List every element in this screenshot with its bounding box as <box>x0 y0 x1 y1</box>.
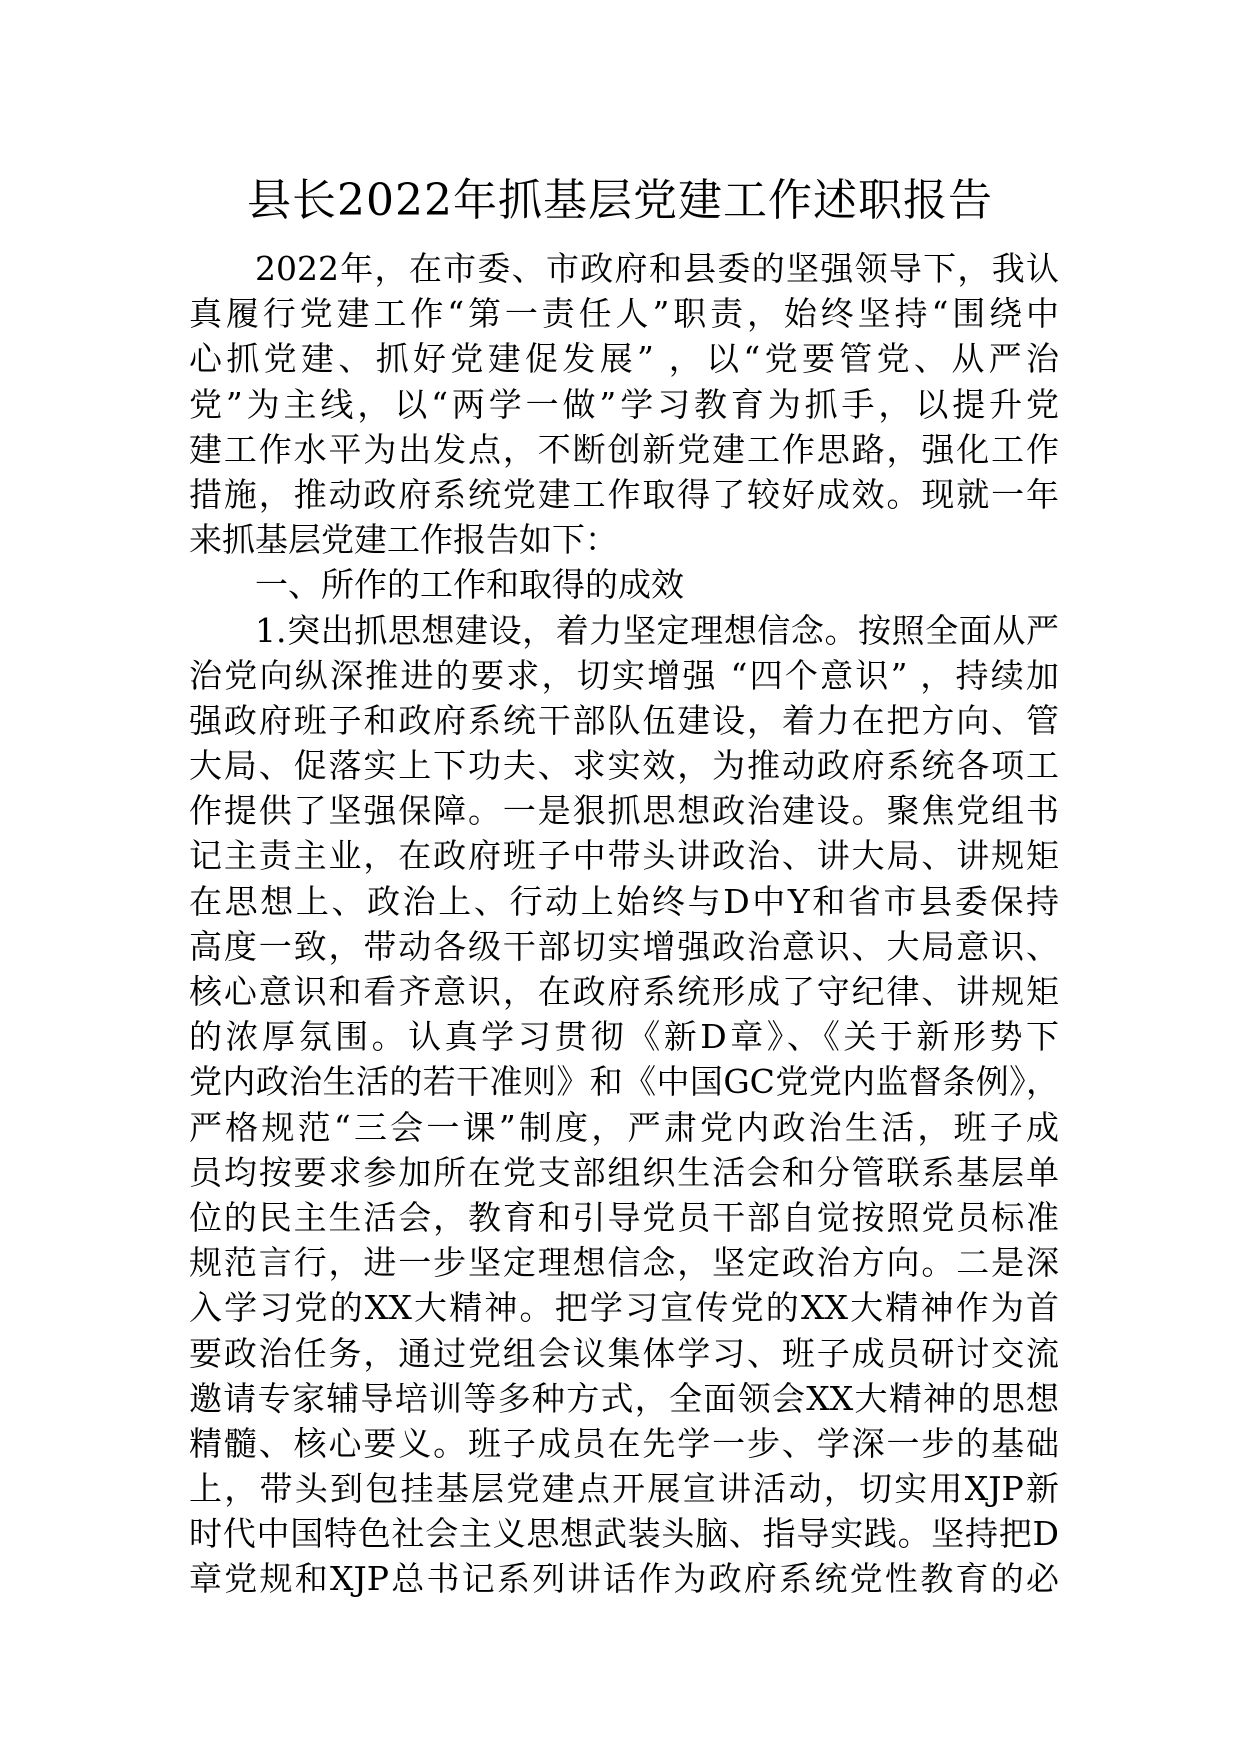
paragraph-line: 建工作水平为出发点，不断创新党建工作思路，强化工作 <box>189 429 1059 469</box>
paragraph-line: 真履行党建工作“第一责任人”职责，始终坚持“围绕中 <box>189 294 1059 334</box>
paragraph-line: 入学习党的XX大精神。把学习宣传党的XX大精神作为首 <box>189 1288 1059 1328</box>
paragraph-line: 时代中国特色社会主义思想武装头脑、指导实践。坚持把D <box>189 1514 1059 1554</box>
paragraph-line: 在思想上、政治上、行动上始终与D中Y和省市县委保持 <box>189 881 1059 921</box>
paragraph-line: 1.突出抓思想建设，着力坚定理想信念。按照全面从严 <box>255 610 1059 650</box>
paragraph-line: 治党向纵深推进的要求，切实增强 “四个意识” ，持续加 <box>189 655 1059 695</box>
document-body <box>189 246 1059 1602</box>
paragraph-line: 作提供了坚强保障。一是狠抓思想政治建设。聚焦党组书 <box>189 791 1059 831</box>
paragraph-line: 邀请专家辅导培训等多种方式，全面领会XX大精神的思想 <box>189 1378 1059 1418</box>
paragraph-line: 来抓基层党建工作报告如下： <box>189 520 618 560</box>
paragraph-line: 一、所作的工作和取得的成效 <box>255 565 684 605</box>
paragraph-line: 2022年，在市委、市政府和县委的坚强领导下，我认 <box>255 249 1059 288</box>
paragraph-line: 党内政治生活的若干准则》和《中国GC党党内监督条例》， <box>189 1062 1059 1102</box>
paragraph-line: 上，带头到包挂基层党建点开展宣讲活动，切实用XJP新 <box>189 1469 1059 1509</box>
paragraph-line: 精髓、核心要义。班子成员在先学一步、学深一步的基础 <box>189 1423 1059 1463</box>
paragraph-line: 员均按要求参加所在党支部组织生活会和分管联系基层单 <box>189 1152 1059 1192</box>
paragraph-line: 党”为主线，以“两学一做”学习教育为抓手，以提升党 <box>189 384 1059 424</box>
paragraph-line: 大局、促落实上下功夫、求实效，为推动政府系统各项工 <box>189 746 1059 786</box>
paragraph-line: 要政治任务，通过党组会议集体学习、班子成员研讨交流 <box>189 1333 1059 1373</box>
document-title: 县长2022年抓基层党建工作述职报告 <box>247 175 993 226</box>
paragraph-line: 规范言行，进一步坚定理想信念，坚定政治方向。二是深 <box>189 1243 1059 1283</box>
paragraph-line: 高度一致，带动各级干部切实增强政治意识、大局意识、 <box>189 926 1059 966</box>
paragraph-line: 位的民主生活会，教育和引导党员干部自觉按照党员标准 <box>189 1197 1059 1237</box>
paragraph-line: 强政府班子和政府系统干部队伍建设，着力在把方向、管 <box>189 700 1059 740</box>
paragraph-line: 记主责主业，在政府班子中带头讲政治、讲大局、讲规矩 <box>189 836 1059 876</box>
paragraph-line: 措施，推动政府系统党建工作取得了较好成效。现就一年 <box>189 474 1059 514</box>
paragraph-line: 核心意识和看齐意识，在政府系统形成了守纪律、讲规矩 <box>189 972 1059 1011</box>
paragraph-line: 严格规范“三会一课”制度，严肃党内政治生活，班子成 <box>189 1107 1059 1147</box>
paragraph-line: 的浓厚氛围。认真学习贯彻《新D章》、《关于新形势下 <box>189 1017 1059 1057</box>
paragraph-line: 心抓党建、抓好党建促发展” ，以“党要管党、从严治 <box>189 339 1059 379</box>
paragraph-line: 章党规和XJP总书记系列讲话作为政府系统党性教育的必 <box>189 1559 1059 1599</box>
